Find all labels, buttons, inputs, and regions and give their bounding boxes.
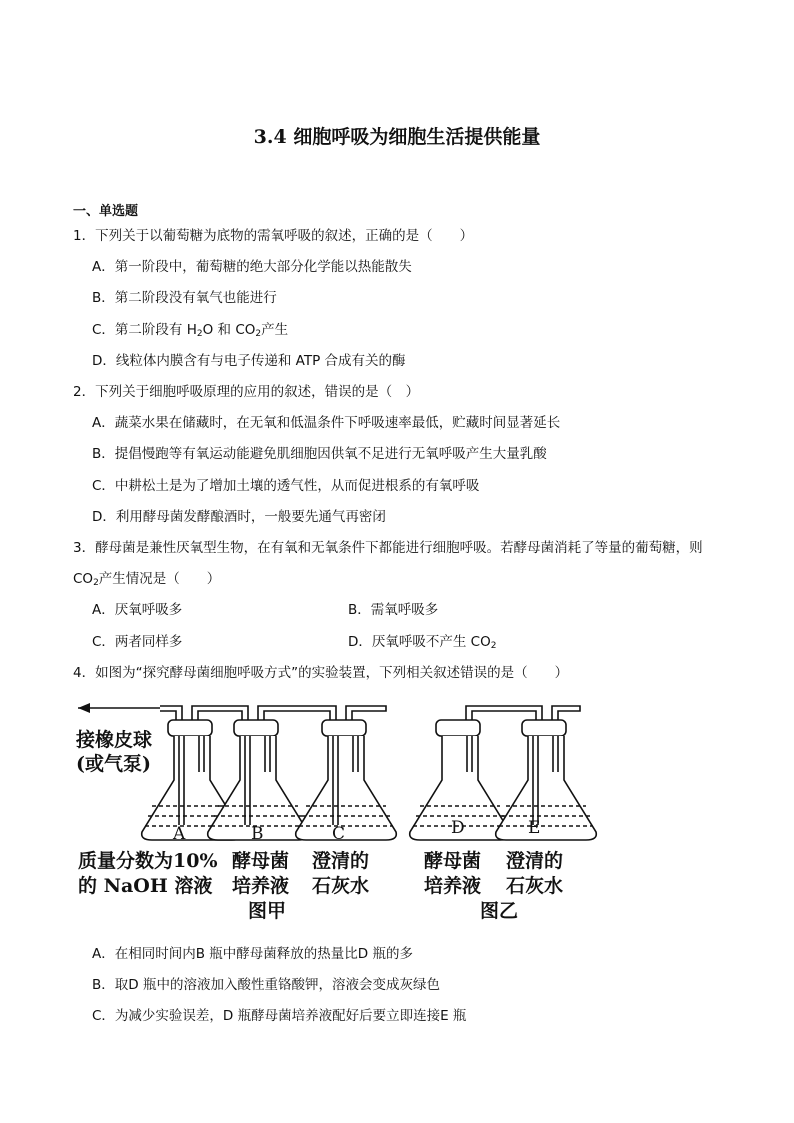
pump-label: 接橡皮球: [76, 729, 153, 751]
question-1-option-b: B．第二阶段没有氧气也能进行: [92, 290, 277, 306]
question-3-option-b: B．需氧呼吸多: [348, 602, 439, 618]
question-3-stem: 3．酵母菌是兼性厌氧型生物，在有氧和无氧条件下都能进行细胞呼吸。若酵母菌消耗了等量的葡萄糖，则: [73, 540, 703, 556]
question-3-option-a: A．厌氧呼吸多: [92, 602, 183, 618]
question-1-option-c: C．第二阶段有 $H_2O$ 和 $CO_2$产生: [92, 322, 289, 339]
label-flask-b-cont: 培养液: [232, 875, 290, 897]
question-2-option-c: C．中耕松土是为了增加土壤的透气性，从而促进根系的有氧呼吸: [92, 478, 480, 494]
question-4-option-c: C．为减少实验误差，D 瓶酵母菌培养液配好后要立即连接E 瓶: [92, 1008, 467, 1024]
question-2-stem: 2．下列关于细胞呼吸原理的应用的叙述，错误的是（ ）: [73, 384, 420, 400]
flask-b-letter: B: [251, 824, 264, 844]
question-3-option-d: D．厌氧呼吸不产生 $CO_2$: [348, 634, 497, 651]
question-2-option-a: A．蔬菜水果在储藏时，在无氧和低温条件下呼吸速率最低，贮藏时间显著延长: [92, 415, 561, 431]
flask-e-letter: E: [528, 818, 541, 838]
question-4-stem: 4．如图为“探究酵母菌细胞呼吸方式”的实验装置，下列相关叙述错误的是（ ）: [73, 665, 569, 681]
pump-label-note: (或气泵): [76, 753, 151, 775]
label-flask-d-cont: 培养液: [424, 875, 482, 897]
caption-figure-b: 图乙: [480, 900, 519, 922]
question-3-option-c: C．两者同样多: [92, 634, 183, 650]
flask-d-letter: D: [451, 818, 465, 838]
label-flask-b: 酵母菌: [232, 850, 290, 872]
question-2-option-d: D．利用酵母菌发酵酿酒时，一般要先通气再密闭: [92, 509, 386, 525]
question-2-option-b: B．提倡慢跑等有氧运动能避免肌细胞因供氧不足进行无氧呼吸产生大量乳酸: [92, 446, 547, 462]
label-flask-e-cont: 石灰水: [506, 875, 564, 897]
label-flask-c-cont: 石灰水: [312, 875, 370, 897]
section-heading: 一、单选题: [73, 204, 139, 219]
caption-figure-a: 图甲: [248, 900, 287, 922]
label-flask-e: 澄清的: [506, 850, 564, 872]
label-flask-a: 质量分数为10%: [78, 850, 218, 872]
question-1-stem: 1．下列关于以葡萄糖为底物的需氧呼吸的叙述，正确的是（ ）: [73, 228, 474, 244]
question-4-option-a: A．在相同时间内B 瓶中酵母菌释放的热量比D 瓶的多: [92, 946, 413, 962]
label-flask-c: 澄清的: [312, 850, 370, 872]
flask-c-letter: C: [332, 824, 346, 844]
flask-a-letter: A: [173, 824, 186, 844]
label-flask-d: 酵母菌: [424, 850, 482, 872]
question-3-stem-cont: $CO_2$产生情况是（ ）: [73, 571, 221, 588]
question-1-option-d: D．线粒体内膜含有与电子传递和 ATP 合成有关的酶: [92, 353, 406, 369]
question-4-option-b: B．取D 瓶中的溶液加入酸性重铬酸钾，溶液会变成灰绿色: [92, 977, 440, 993]
experiment-apparatus-figure: [60, 690, 600, 930]
question-1-option-a: A．第一阶段中，葡萄糖的绝大部分化学能以热能散失: [92, 259, 412, 275]
page-title: 3.4 细胞呼吸为细胞生活提供能量: [253, 126, 541, 148]
label-flask-a-cont: 的 NaOH 溶液: [78, 875, 213, 897]
